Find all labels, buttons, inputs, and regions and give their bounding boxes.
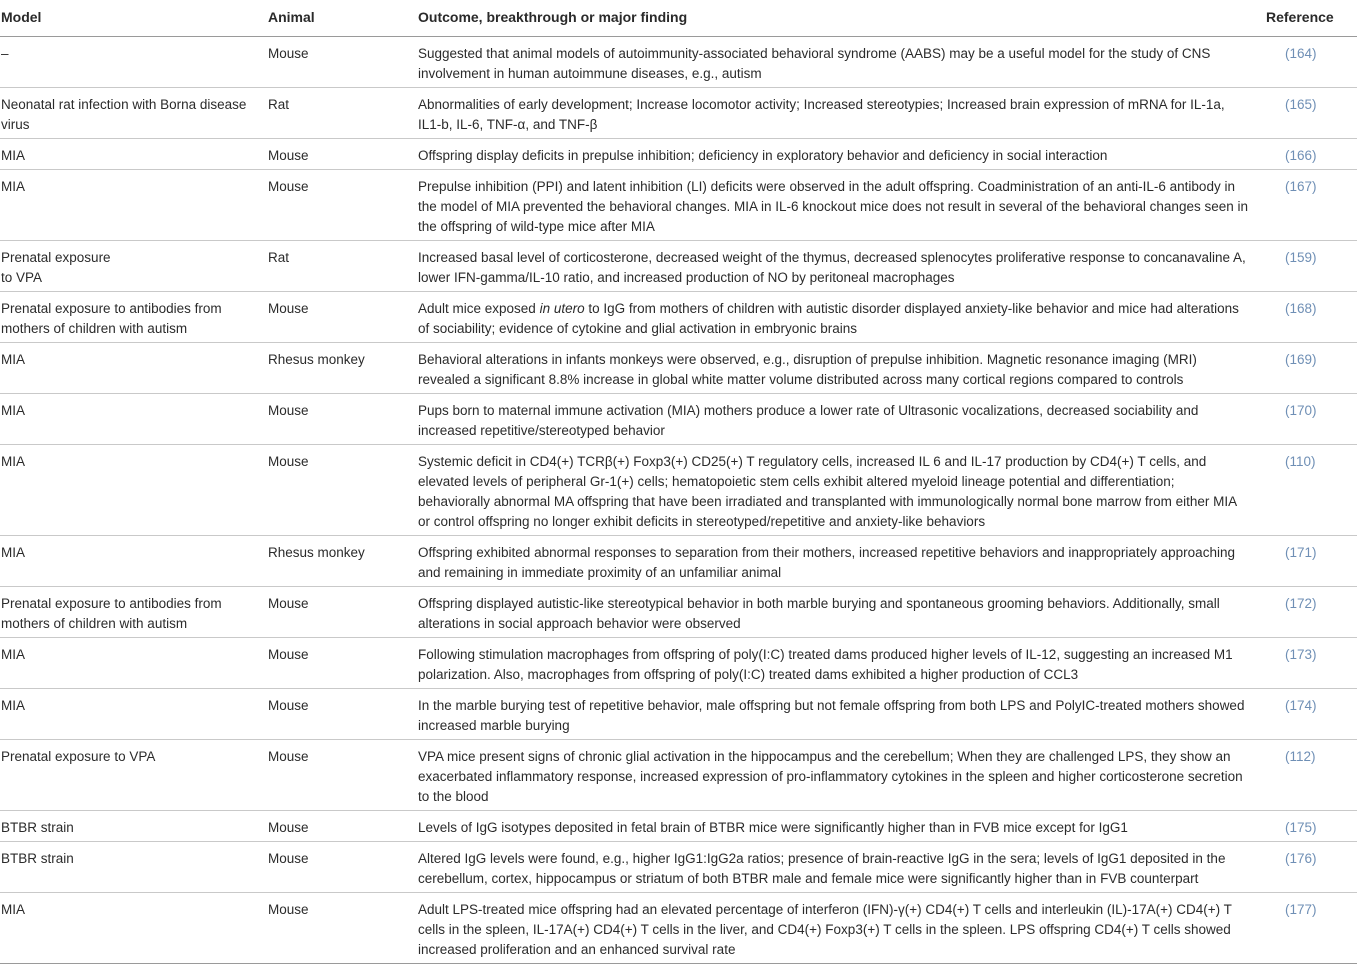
table-row xyxy=(0,842,1357,893)
header-animal: Animal xyxy=(267,0,417,37)
cell-reference-link[interactable]: (110) xyxy=(1249,445,1357,536)
cell-model-line: to VPA xyxy=(1,270,43,285)
cell-model: – xyxy=(0,37,267,88)
cell-outcome: In the marble burying test of repetitive behavior, male offspring but not female offspring from both LPS and PolyIC-treated mothers showed increased marble burying xyxy=(417,689,1249,740)
cell-outcome: Altered IgG levels were found, e.g., higher IgG1:IgG2a ratios; presence of brain-reactive IgG in the sera; levels of IgG1 deposited in the cerebellum, cortex, hippocampus or striatum of both BTBR male and female mice were significantly higher than in FVB counterpart xyxy=(417,842,1249,893)
cell-model: Prenatal exposure to antibodies from mothers of children with autism xyxy=(0,587,267,638)
cell-animal: Mouse xyxy=(267,445,417,536)
cell-model: MIA xyxy=(0,394,267,445)
cell-outcome: Systemic deficit in CD4(+) TCRβ(+) Foxp3(+) CD25(+) T regulatory cells, increased IL 6 and IL-17 production by CD4(+) T cells, and elevated levels of peripheral Gr-1(+) cells; hematopoietic stem cells exhibit altered myeloid lineage potential and differentiation; behaviorally abnormal MA offspring that have been irradiated and transplanted with immunologically normal bone marrow from either MIA or control offspring no longer exhibit deficits in stereotyped/repetitive and anxiety-like behaviors xyxy=(417,445,1249,536)
cell-model: Prenatal exposure to VPA xyxy=(0,740,267,811)
cell-reference-link[interactable]: (176) xyxy=(1249,842,1357,893)
cell-outcome: Increased basal level of corticosterone, decreased weight of the thymus, decreased splenocytes proliferative response to concanavaline A, lower IFN-gamma/IL-10 ratio, and increased production of NO by peritoneal macrophages xyxy=(417,241,1249,292)
cell-reference-link[interactable]: (174) xyxy=(1249,689,1357,740)
cell-animal: Mouse xyxy=(267,139,417,170)
cell-animal: Mouse xyxy=(267,37,417,88)
header-outcome: Outcome, breakthrough or major finding xyxy=(417,0,1249,37)
table-row xyxy=(0,170,1357,241)
cell-model: MIA xyxy=(0,536,267,587)
cell-animal: Rhesus monkey xyxy=(267,343,417,394)
cell-reference-link[interactable]: (159) xyxy=(1249,241,1357,292)
cell-reference-link[interactable]: (172) xyxy=(1249,587,1357,638)
table-row xyxy=(0,689,1357,740)
cell-model: MIA xyxy=(0,343,267,394)
cell-outcome: Offspring displayed autistic-like stereotypical behavior in both marble burying and spontaneous grooming behaviors. Additionally, small alterations in social approach behavior were observed xyxy=(417,587,1249,638)
cell-reference-link[interactable]: (171) xyxy=(1249,536,1357,587)
cell-animal: Mouse xyxy=(267,811,417,842)
table-row xyxy=(0,536,1357,587)
cell-outcome xyxy=(417,292,1249,343)
cell-reference-link[interactable]: (169) xyxy=(1249,343,1357,394)
cell-outcome: Prepulse inhibition (PPI) and latent inhibition (LI) deficits were observed in the adult offspring. Coadministration of an anti-IL-6 antibody in the model of MIA prevented the behavioral changes. MIA in IL-6 knockout mice does not result in several of the behavioral changes seen in the offspring of wild-type mice after MIA xyxy=(417,170,1249,241)
cell-reference-link[interactable]: (165) xyxy=(1249,88,1357,139)
cell-outcome: Pups born to maternal immune activation (MIA) mothers produce a lower rate of Ultrasonic vocalizations, decreased sociability and increased repetitive/stereotyped behavior xyxy=(417,394,1249,445)
cell-outcome: Suggested that animal models of autoimmunity-associated behavioral syndrome (AABS) may be a useful model for the study of CNS involvement in human autoimmune diseases, e.g., autism xyxy=(417,37,1249,88)
header-reference: Reference xyxy=(1249,0,1357,37)
table-row xyxy=(0,343,1357,394)
cell-model xyxy=(0,241,267,292)
cell-model: MIA xyxy=(0,170,267,241)
cell-model: BTBR strain xyxy=(0,811,267,842)
table-row xyxy=(0,394,1357,445)
table-row xyxy=(0,893,1357,964)
cell-reference-link[interactable]: (164) xyxy=(1249,37,1357,88)
header-row xyxy=(0,0,1357,37)
table-row xyxy=(0,139,1357,170)
cell-outcome: Offspring display deficits in prepulse inhibition; deficiency in exploratory behavior and deficiency in social interaction xyxy=(417,139,1249,170)
cell-model-line: Prenatal exposure xyxy=(1,250,111,265)
cell-outcome: Levels of IgG isotypes deposited in fetal brain of BTBR mice were significantly higher than in FVB mice except for IgG1 xyxy=(417,811,1249,842)
cell-reference-link[interactable]: (168) xyxy=(1249,292,1357,343)
table-row xyxy=(0,811,1357,842)
table-row xyxy=(0,638,1357,689)
header-model: Model xyxy=(0,0,267,37)
table-row xyxy=(0,88,1357,139)
cell-animal: Mouse xyxy=(267,394,417,445)
cell-reference-link[interactable]: (166) xyxy=(1249,139,1357,170)
cell-model: MIA xyxy=(0,689,267,740)
cell-outcome: Abnormalities of early development; Increase locomotor activity; Increased stereotypies; Increased brain expression of mRNA for IL-1a, IL1-b, IL-6, TNF-α, and TNF-β xyxy=(417,88,1249,139)
cell-reference-link[interactable]: (112) xyxy=(1249,740,1357,811)
outcome-italic-text: in utero xyxy=(539,301,585,316)
cell-animal: Mouse xyxy=(267,292,417,343)
cell-animal: Mouse xyxy=(267,893,417,964)
cell-reference-link[interactable]: (170) xyxy=(1249,394,1357,445)
cell-reference-link[interactable]: (167) xyxy=(1249,170,1357,241)
cell-outcome: Following stimulation macrophages from offspring of poly(I:C) treated dams produced higher levels of IL-12, suggesting an increased M1 polarization. Also, macrophages from offspring of poly(I:C) treated dams exhibited a higher production of CCL3 xyxy=(417,638,1249,689)
cell-reference-link[interactable]: (177) xyxy=(1249,893,1357,964)
cell-reference-link[interactable]: (175) xyxy=(1249,811,1357,842)
outcome-text: Adult mice exposed xyxy=(418,301,540,316)
cell-outcome: VPA mice present signs of chronic glial activation in the hippocampus and the cerebellum; When they are challenged LPS, they show an exacerbated inflammatory response, increased expression of pro-inflammatory cytokines in the spleen and higher corticosterone secretion to the blood xyxy=(417,740,1249,811)
cell-model: Prenatal exposure to antibodies from mothers of children with autism xyxy=(0,292,267,343)
cell-animal: Rat xyxy=(267,241,417,292)
cell-animal: Mouse xyxy=(267,689,417,740)
table-row xyxy=(0,292,1357,343)
cell-model: MIA xyxy=(0,638,267,689)
table-row xyxy=(0,241,1357,292)
cell-animal: Mouse xyxy=(267,170,417,241)
cell-model: BTBR strain xyxy=(0,842,267,893)
table-row xyxy=(0,445,1357,536)
outcome-text: to IgG from mothers of children with autistic disorder displayed anxiety-like behavior and mice had alterations of sociability; evidence of cytokine and glial activation in embryonic brains xyxy=(418,301,1239,336)
cell-outcome: Adult LPS-treated mice offspring had an elevated percentage of interferon (IFN)-γ(+) CD4(+) T cells and interleukin (IL)-17A(+) CD4(+) T cells in the spleen, IL-17A(+) CD4(+) T cells in the liver, and CD4(+) Foxp3(+) T cells in the spleen. LPS offspring CD4(+) T cells showed increased proliferation and an enhanced survival rate xyxy=(417,893,1249,964)
cell-animal: Rhesus monkey xyxy=(267,536,417,587)
cell-model: Neonatal rat infection with Borna disease virus xyxy=(0,88,267,139)
cell-animal: Mouse xyxy=(267,842,417,893)
cell-animal: Mouse xyxy=(267,638,417,689)
table-row xyxy=(0,587,1357,638)
cell-outcome: Behavioral alterations in infants monkeys were observed, e.g., disruption of prepulse inhibition. Magnetic resonance imaging (MRI) revealed a significant 8.8% increase in global white matter volume distributed across many cortical regions compared to controls xyxy=(417,343,1249,394)
cell-animal: Rat xyxy=(267,88,417,139)
cell-outcome: Offspring exhibited abnormal responses to separation from their mothers, increased repetitive behaviors and inappropriately approaching and remaining in immediate proximity of an unfamiliar animal xyxy=(417,536,1249,587)
cell-model: MIA xyxy=(0,893,267,964)
cell-reference-link[interactable]: (173) xyxy=(1249,638,1357,689)
cell-animal: Mouse xyxy=(267,740,417,811)
table-row xyxy=(0,740,1357,811)
cell-model: MIA xyxy=(0,139,267,170)
cell-model: MIA xyxy=(0,445,267,536)
cell-animal: Mouse xyxy=(267,587,417,638)
table-row xyxy=(0,37,1357,88)
